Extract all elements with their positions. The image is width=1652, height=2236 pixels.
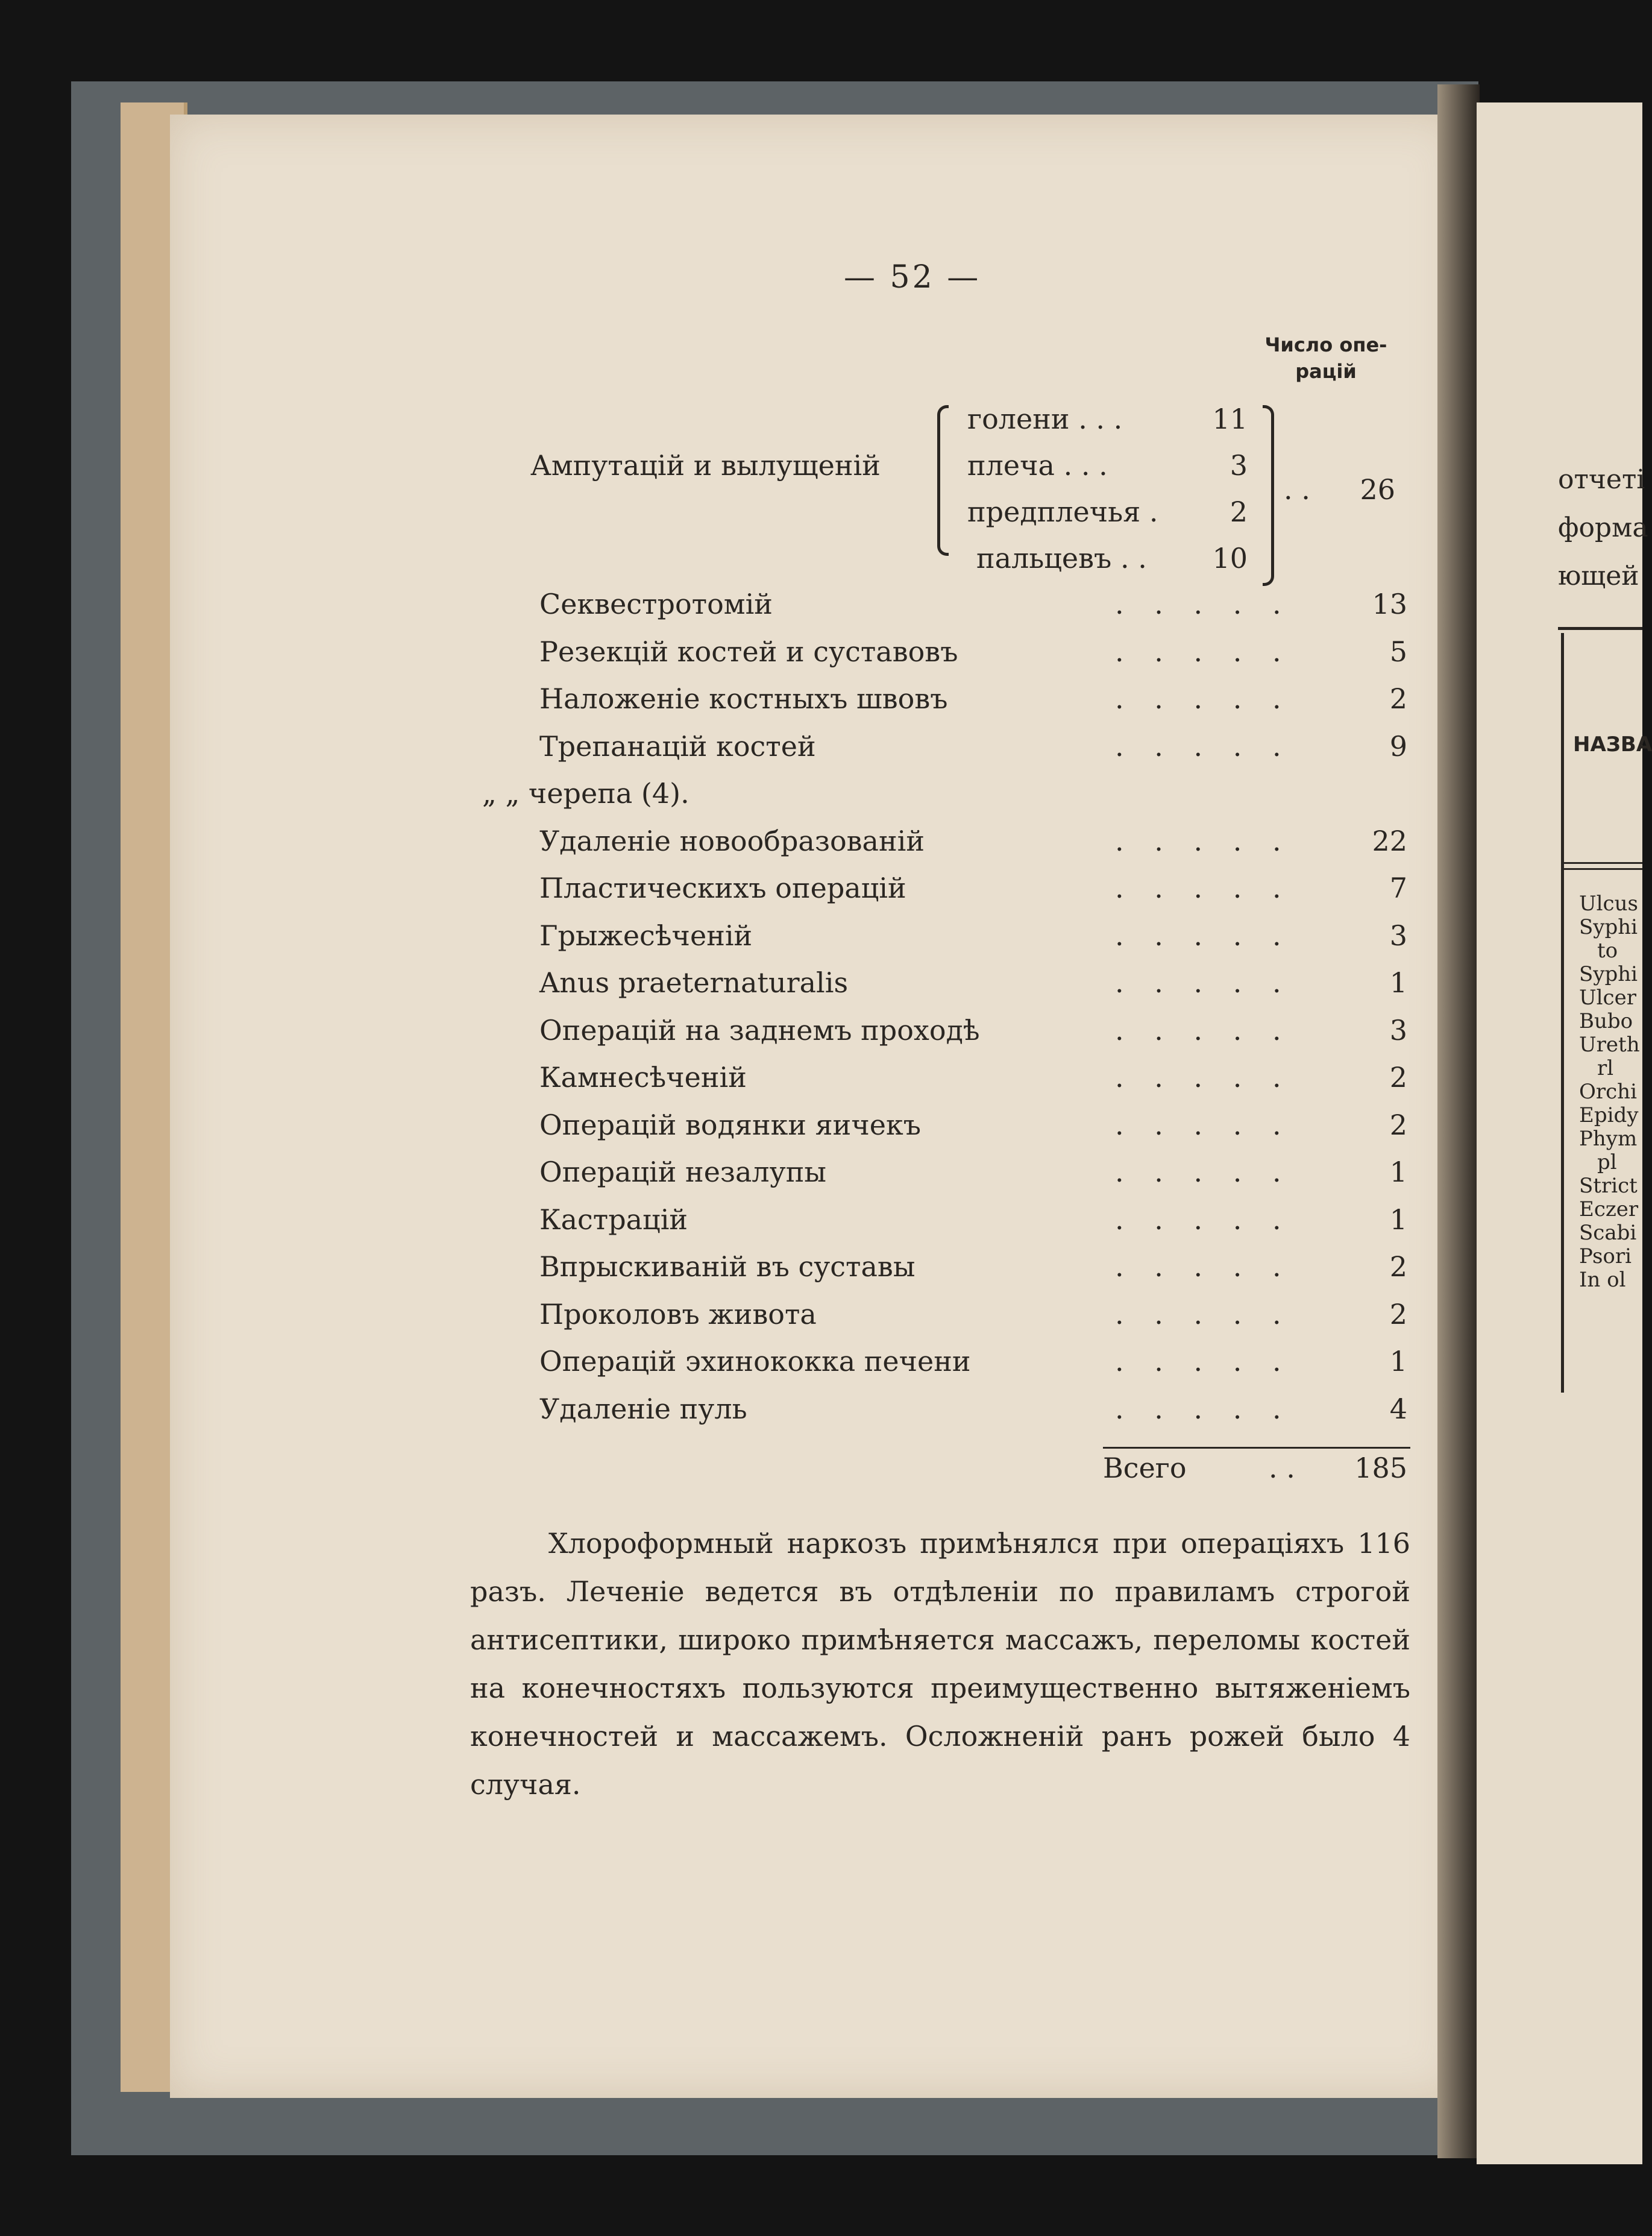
right-page-table-border	[1561, 633, 1564, 1393]
total-rule	[1103, 1447, 1410, 1449]
leader-dots: . . . . .	[1115, 919, 1292, 952]
left-brace	[937, 405, 949, 556]
amputation-item: предплечья .	[967, 496, 1158, 528]
amputation-value: 3	[1230, 449, 1248, 482]
right-page-list-item: Phym	[1579, 1127, 1638, 1151]
leader-dots: . . . . .	[1115, 966, 1292, 999]
right-page-list-item: Syphi	[1579, 915, 1638, 939]
right-page-list-item: Ureth	[1579, 1033, 1640, 1057]
amputation-item: пальцевъ . .	[976, 542, 1147, 575]
right-page-list-item: Strict	[1579, 1174, 1638, 1198]
operation-value: 9	[1389, 730, 1407, 763]
operation-label: Трепанацій костей	[539, 730, 816, 763]
leader-dots: . . . . .	[1115, 1014, 1292, 1047]
amputation-value: 11	[1212, 403, 1248, 435]
leader-dots: . . . . .	[1115, 1298, 1292, 1331]
operation-value: 2	[1389, 1250, 1407, 1283]
right-page-line: форма	[1558, 512, 1648, 543]
operation-label: Проколовъ живота	[539, 1298, 817, 1331]
operation-label: Удаленіе пуль	[539, 1393, 747, 1425]
right-page-line: ющей	[1558, 561, 1639, 591]
operation-label: Кастрацій	[539, 1203, 688, 1236]
right-page-list-item: Psori	[1579, 1244, 1632, 1268]
operation-label: Операцій незалупы	[539, 1156, 826, 1188]
right-page-list-item: Ulcus	[1579, 892, 1638, 916]
right-page-list-item: Bubo	[1579, 1009, 1633, 1033]
operation-value: 2	[1389, 1298, 1407, 1331]
operation-label: Удаленіе новообразованій	[539, 825, 925, 857]
operation-value: 1	[1389, 1203, 1407, 1236]
leader-dots: . . . . .	[1115, 1156, 1292, 1188]
operation-label: „ „ черепа (4).	[482, 777, 689, 810]
operation-value: 2	[1389, 682, 1407, 715]
leader-dots: . . . . .	[1115, 1345, 1292, 1378]
right-page-list-item: Eczer	[1579, 1197, 1639, 1221]
operation-value: 5	[1389, 635, 1407, 668]
right-page-list-item: Ulcer	[1579, 986, 1636, 1010]
leader-dots: . . . . .	[1115, 1203, 1292, 1236]
right-page-line: отчеті	[1558, 464, 1645, 495]
right-page-list-item: Epidy	[1579, 1103, 1639, 1127]
leader-dots: . . . . .	[1115, 588, 1292, 620]
right-page-rule	[1561, 868, 1642, 870]
leader-dots: . . . . .	[1115, 730, 1292, 763]
operation-label: Камнесѣченій	[539, 1061, 747, 1094]
operation-value: 13	[1372, 588, 1407, 620]
operation-value: 2	[1389, 1061, 1407, 1094]
amputation-value: 2	[1230, 496, 1248, 528]
operation-value: 3	[1389, 1014, 1407, 1047]
amputation-value: 10	[1212, 542, 1248, 575]
page-number: — 52 —	[844, 259, 981, 295]
total-dots: . .	[1269, 1452, 1295, 1484]
operation-label: Впрыскиваній въ суставы	[539, 1250, 916, 1283]
right-page-list-item: Scabi	[1579, 1221, 1637, 1245]
amputations-label: Ампутацій и вылущеній	[530, 449, 881, 482]
operation-value: 7	[1389, 872, 1407, 904]
right-page-list-item: pl	[1597, 1150, 1617, 1174]
operation-value: 22	[1372, 825, 1407, 857]
operation-value: 1	[1389, 966, 1407, 999]
leader-dots: . . . . .	[1115, 825, 1292, 857]
right-page-list-item: Orchi	[1579, 1080, 1637, 1104]
right-page-list-item: rl	[1597, 1056, 1614, 1080]
right-brace	[1263, 405, 1274, 586]
body-paragraph: Хлороформный наркозъ примѣнялся при операціяхъ 116 разъ. Леченіе ведется въ отдѣленіи по правиламъ строгой антисептики, широко примѣняется массажъ, переломы костей на конечностяхъ пользуются преимущественно вытяженіемъ конечностей и массажемъ. Осложненій ранъ рожей было 4 случая.	[470, 1527, 1410, 1801]
leader-dots: . . . . .	[1115, 682, 1292, 715]
operation-label: Резекцій костей и суставовъ	[539, 635, 958, 668]
leader-dots: . . . . .	[1115, 1250, 1292, 1283]
right-page-header: НАЗВА	[1573, 732, 1652, 757]
amputation-item: голени . . .	[967, 403, 1123, 435]
leader-dots: . . . . .	[1115, 635, 1292, 668]
leader-dots: . . . . .	[1115, 1393, 1292, 1425]
right-page-rule	[1561, 862, 1642, 864]
operation-value: 4	[1389, 1393, 1407, 1425]
leader-dots: . . . . .	[1115, 1109, 1292, 1141]
total-value: 185	[1354, 1452, 1407, 1484]
operation-label: Наложеніе костныхъ швовъ	[539, 682, 948, 715]
operation-label: Anus praeternaturalis	[539, 966, 849, 999]
total-label: Всего	[1103, 1452, 1187, 1484]
right-page-list-item: In ol	[1579, 1268, 1626, 1292]
amputation-item: плеча . . .	[967, 449, 1108, 482]
operation-label: Секвестротомій	[539, 588, 773, 620]
amputations-dots: . .	[1284, 473, 1310, 506]
operation-label: Операцій эхинококка печени	[539, 1345, 971, 1378]
operation-label: Грыжесѣченій	[539, 919, 753, 952]
operation-value: 1	[1389, 1345, 1407, 1378]
right-page-list	[1579, 892, 1640, 1292]
operation-value: 2	[1389, 1109, 1407, 1141]
operation-value: 1	[1389, 1156, 1407, 1188]
right-page-rule	[1558, 627, 1642, 630]
leader-dots: . . . . .	[1115, 872, 1292, 904]
operation-label: Операцій водянки яичекъ	[539, 1109, 921, 1141]
amputations-total: 26	[1360, 473, 1395, 506]
book-gutter	[1437, 84, 1480, 2158]
column-header: Число опе- рацій	[1264, 333, 1387, 383]
right-page-list-item: to	[1597, 939, 1618, 963]
leader-dots: . . . . .	[1115, 1061, 1292, 1094]
operation-value: 3	[1389, 919, 1407, 952]
operation-label: Операцій на заднемъ проходѣ	[539, 1014, 980, 1047]
operation-label: Пластическихъ операцій	[539, 872, 906, 904]
right-page-list-item: Syphi	[1579, 962, 1638, 986]
